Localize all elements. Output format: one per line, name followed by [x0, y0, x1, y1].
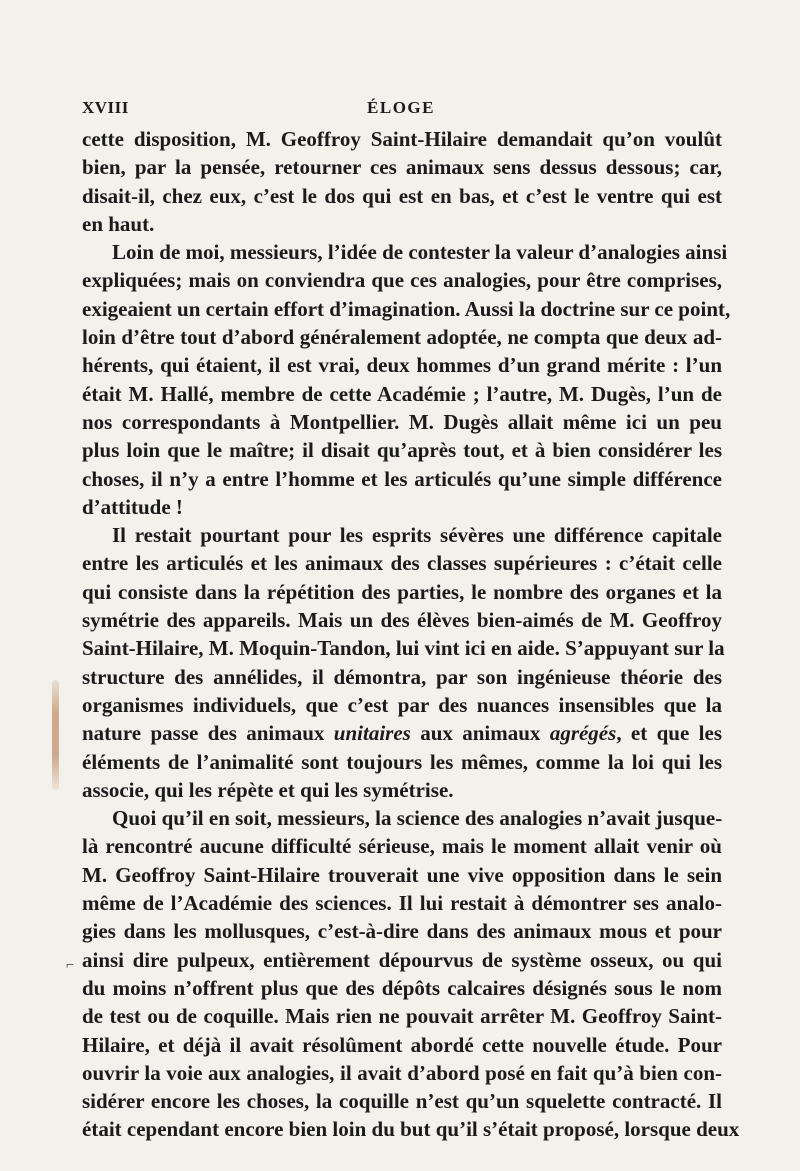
text-line: structure des annélides, il démontra, par son ingénieuse théorie des [82, 664, 722, 689]
paragraph [82, 804, 740, 1144]
text-line: disait-il, chez eux, c’est le dos qui est en bas, et c’est le ventre qui est [82, 183, 722, 208]
margin-mark-icon: ⌐ [66, 958, 74, 973]
page-number: XVIII [82, 98, 129, 117]
text-line: qui consiste dans la répétition des parties, le nombre des organes et la [82, 579, 722, 604]
text-line: Hilaire, et déjà il avait résolûment abordé cette nouvelle étude. Pour [82, 1032, 722, 1057]
text-line: éléments de l’animalité sont toujours les mêmes, comme la loi qui les [82, 749, 722, 774]
text-line: Loin de moi, messieurs, l’idée de contester la valeur d’analogies ainsi [112, 240, 728, 265]
page-header [82, 98, 720, 118]
text-line: loin d’être tout d’abord généralement adoptée, ne compta que deux ad- [82, 325, 722, 350]
text-line: expliquées; mais on conviendra que ces analogies, pour être comprises, [82, 268, 722, 293]
text-line: là rencontré aucune difficulté sérieuse, mais le moment allait venir où [82, 834, 722, 859]
text-line: ouvrir la voie aux analogies, il avait d’abord posé en fait qu’à bien con- [82, 1060, 722, 1085]
paragraph [82, 125, 722, 238]
text-line: nature passe des animaux unitaires aux animaux agrégés, et que les [82, 721, 722, 746]
text-line: associe, qui les répète et qui les symétrise. [82, 777, 454, 802]
text-line: même de l’Académie des sciences. Il lui restait à démontrer ses analo- [82, 891, 722, 916]
text-line: de test ou de coquille. Mais rien ne pouvait arrêter M. Geoffroy Saint- [82, 1004, 722, 1029]
text-line: sidérer encore les choses, la coquille n’est qu’un squelette contracté. Il [82, 1089, 722, 1114]
text-line: symétrie des appareils. Mais un des élèves bien-aimés de M. Geoffroy [82, 608, 722, 633]
text-line: en haut. [82, 211, 155, 236]
text-line: cette disposition, M. Geoffroy Saint-Hilaire demandait qu’on voulût [82, 127, 722, 151]
text-line: gies dans les mollusques, c’est-à-dire dans des animaux mous et pour [82, 919, 722, 944]
text-line: était M. Hallé, membre de cette Académie ; l’autre, M. Dugès, l’un de [82, 381, 722, 406]
text-line: choses, il n’y a entre l’homme et les articulés qu’une simple différence [82, 466, 722, 491]
paper-stain [52, 680, 59, 790]
text-line: ainsi dire pulpeux, entièrement dépourvus de système osseux, ou qui [82, 947, 722, 972]
text-line: était cependant encore bien loin du but qu’il s’était proposé, lorsque deux [82, 1117, 740, 1142]
text-line: Saint-Hilaire, M. Moquin-Tandon, lui vint ici en aide. S’appuyant sur la [82, 636, 725, 661]
text-line: entre les articulés et les animaux des classes supérieures : c’était celle [82, 551, 722, 576]
text-line: plus loin que le maître; il disait qu’après tout, et à bien considérer les [82, 438, 722, 463]
body-text [82, 125, 740, 1144]
text-line: M. Geoffroy Saint-Hilaire trouverait une vive opposition dans le sein [82, 862, 722, 887]
text-line: exigeaient un certain effort d’imagination. Aussi la doctrine sur ce point, [82, 296, 731, 321]
running-title: ÉLOGE [367, 98, 435, 117]
text-line: hérents, qui étaient, il est vrai, deux hommes d’un grand mérite : l’un [82, 353, 722, 378]
text-line: Il restait pourtant pour les esprits sévères une différence capitale [112, 523, 722, 548]
text-line: organismes individuels, que c’est par des nuances insensibles que la [82, 692, 722, 717]
paragraph [82, 521, 725, 804]
text-line: nos correspondants à Montpellier. M. Dugès allait même ici un peu [82, 409, 722, 434]
text-line: d’attitude ! [82, 494, 183, 519]
text-line: Quoi qu’il en soit, messieurs, la science des analogies n’avait jusque- [112, 806, 723, 831]
text-line: bien, par la pensée, retourner ces animaux sens dessus dessous; car, [82, 155, 722, 180]
paragraph [82, 238, 731, 521]
text-line: du moins n’offrent plus que des dépôts calcaires désignés sous le nom [82, 975, 722, 1000]
